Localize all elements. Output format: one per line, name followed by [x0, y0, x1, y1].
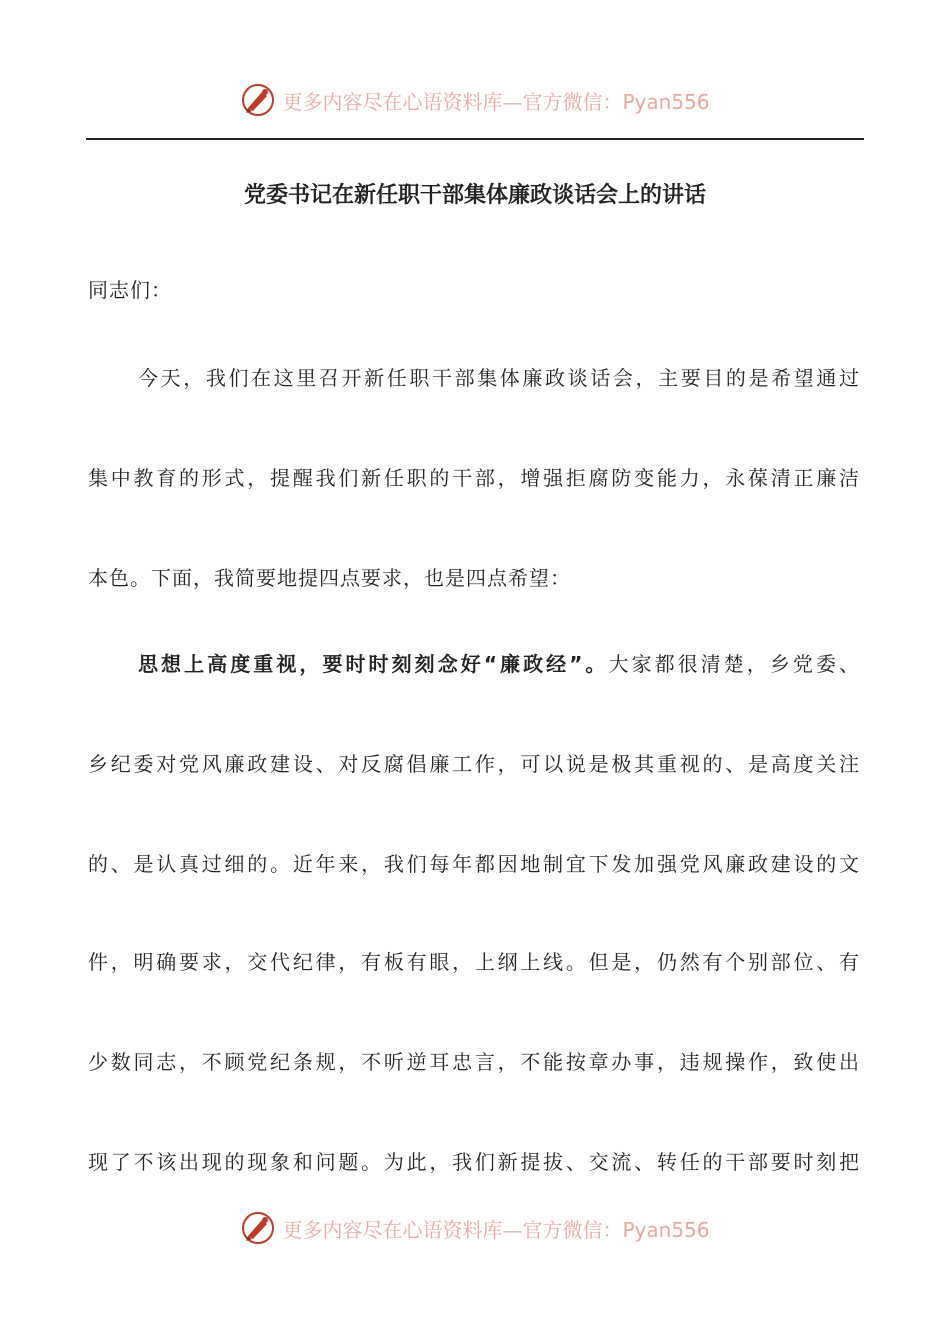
paragraph-2-line-2: 乡纪委对党风廉政建设、对反腐倡廉工作，可以说是极其重视的、是高度关注	[88, 752, 860, 776]
paragraph-1-line-1: 今天，我们在这里召开新任职干部集体廉政谈话会，主要目的是希望通过	[138, 366, 860, 390]
document-title: 党委书记在新任职干部集体廉政谈话会上的讲话	[243, 183, 706, 208]
paragraph-2-line-4: 件，明确要求，交代纪律，有板有眼，上纲上线。但是，仍然有个别部位、有	[88, 950, 860, 974]
header-banner	[0, 82, 950, 118]
paragraph-1-line-3: 本色。下面，我简要地提四点要求，也是四点希望：	[88, 566, 571, 590]
paragraph-2-line-3: 的、是认真过细的。近年来，我们每年都因地制宜下发加强党风廉政建设的文	[88, 852, 860, 876]
header-divider	[86, 138, 864, 140]
paragraph-2-line-5: 少数同志，不顾党纪条规，不听逆耳忠言，不能按章办事，违规操作，致使出	[88, 1050, 860, 1074]
paragraph-2-heading: 思想上高度重视，要时时刻刻念好“廉政经”。	[138, 652, 609, 676]
footer-banner	[0, 1210, 950, 1246]
banner-text: 更多内容尽在心语资料库—官方微信：Pyan556	[282, 89, 710, 114]
wechat-id: Pyan556	[622, 89, 710, 114]
banner-text: 更多内容尽在心语资料库—官方微信：Pyan556	[282, 1217, 710, 1242]
pen-logo-icon	[240, 1210, 276, 1246]
paragraph-1-line-2: 集中教育的形式，提醒我们新任职的干部，增强拒腐防变能力，永葆清正廉洁	[88, 466, 860, 490]
wechat-id: Pyan556	[622, 1217, 710, 1242]
paragraph-2-line-1-text: 大家都很清楚，乡党委、	[608, 652, 861, 676]
paragraph-2-line-6: 现了不该出现的现象和问题。为此，我们新提拔、交流、转任的干部要时刻把	[88, 1150, 860, 1174]
paragraph-2-line-1	[138, 648, 860, 677]
pen-logo-icon	[240, 82, 276, 118]
salutation: 同志们：	[88, 278, 172, 302]
